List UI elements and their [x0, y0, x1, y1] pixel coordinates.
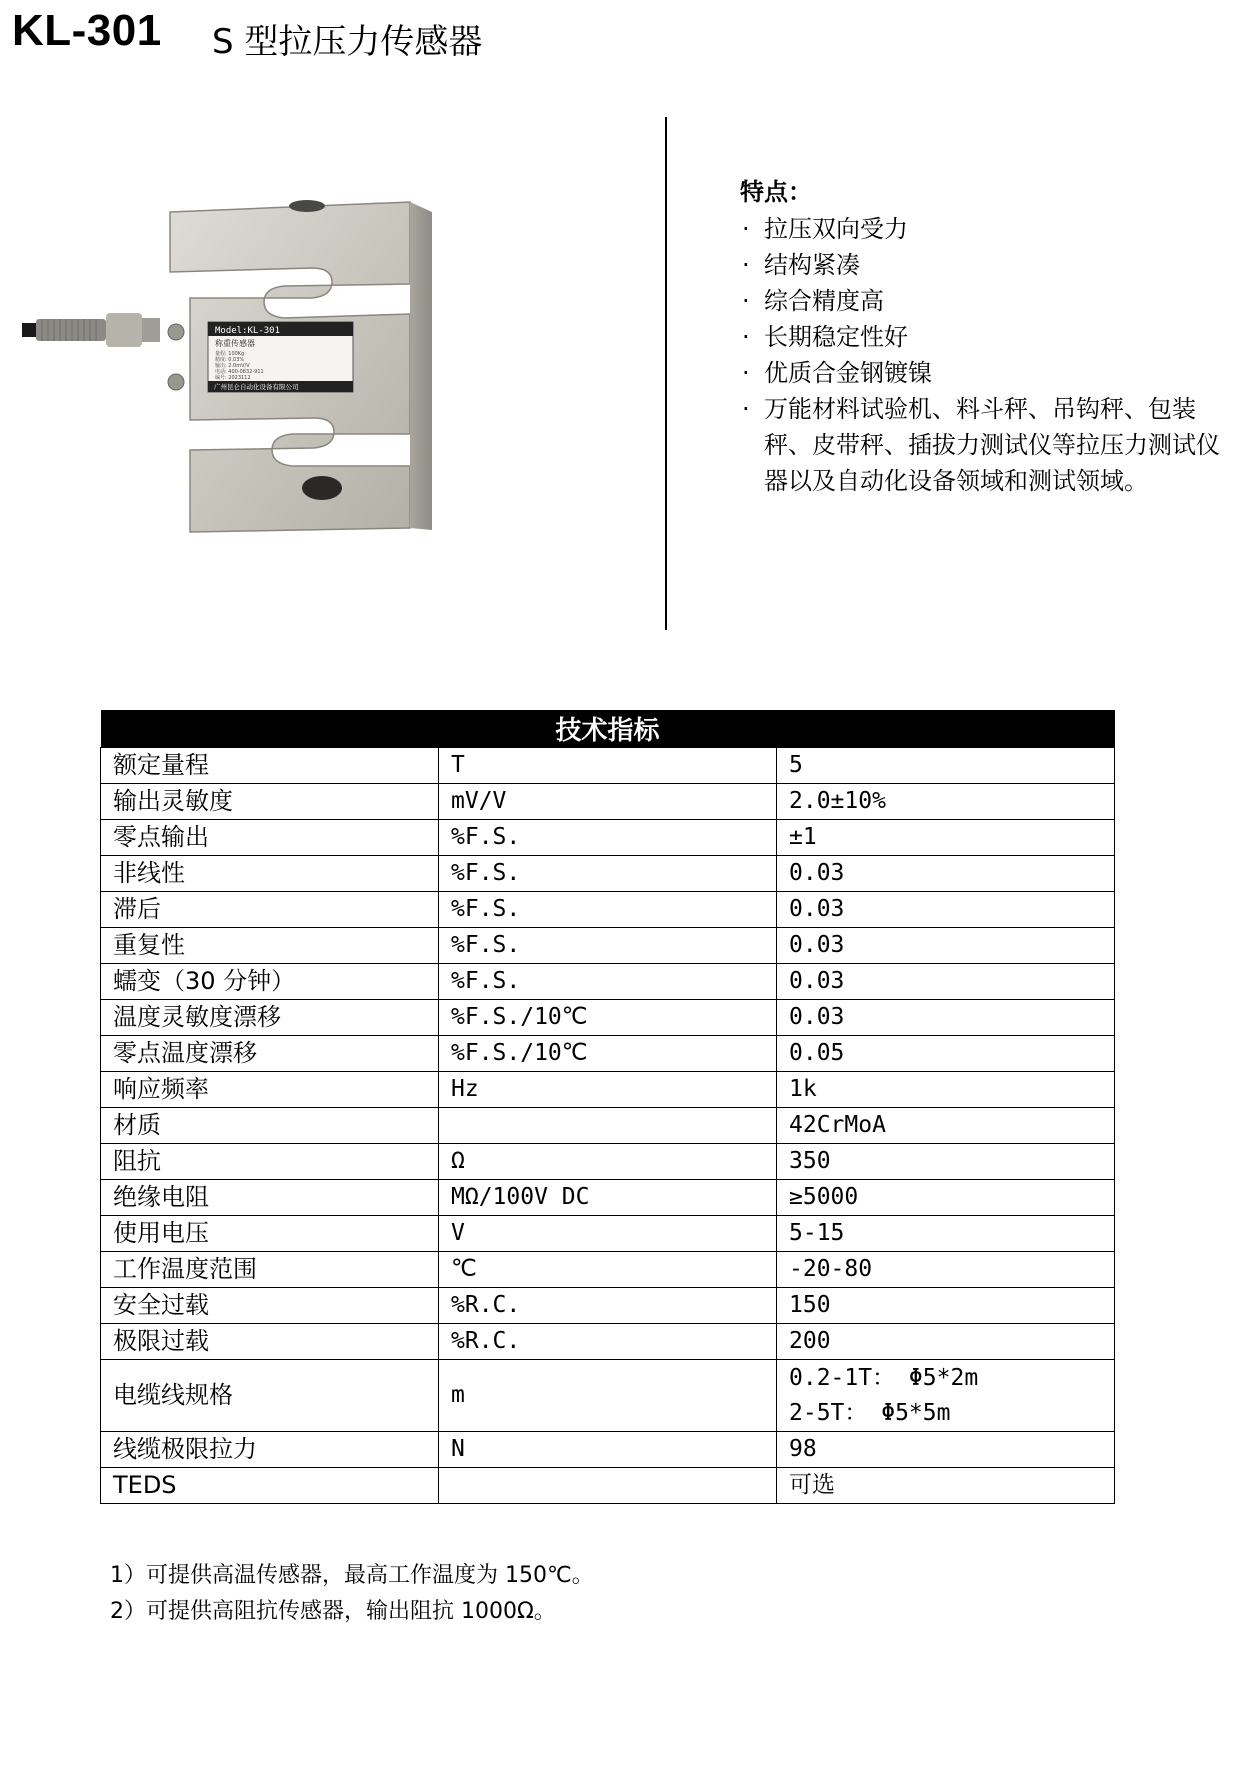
spec-name: 额定量程: [101, 748, 439, 784]
spec-value: 0.03: [777, 856, 1115, 892]
spec-unit: %F.S.: [439, 856, 777, 892]
spec-unit: mV/V: [439, 784, 777, 820]
feature-text: 拉压双向受力: [764, 215, 908, 243]
spec-unit: %F.S.: [439, 820, 777, 856]
table-row: [101, 856, 1115, 892]
spec-value: -20-80: [777, 1252, 1115, 1288]
spec-unit: MΩ/100V DC: [439, 1180, 777, 1216]
feature-item: · 万能材料试验机、料斗秤、吊钩秤、包装秤、皮带秤、插拔力测试仪等拉压力测试仪器以及自动化设备领域和测试领域。: [742, 395, 1220, 495]
spec-unit: T: [439, 748, 777, 784]
spec-name: 工作温度范围: [101, 1252, 439, 1288]
spec-name: 电缆线规格: [101, 1360, 439, 1432]
spec-value: 42CrMoA: [777, 1108, 1115, 1144]
vertical-divider: [665, 117, 667, 630]
table-row: [101, 1432, 1115, 1468]
spec-value: ±1: [777, 820, 1115, 856]
feature-item: · 优质合金钢镀镍: [742, 359, 932, 387]
spec-unit: Hz: [439, 1072, 777, 1108]
spec-value: 2.0±10%: [777, 784, 1115, 820]
feature-text: 万能材料试验机、料斗秤、吊钩秤、包装秤、皮带秤、插拔力测试仪等拉压力测试仪器以及自动化设备领域和测试领域。: [764, 395, 1220, 495]
features-heading: 特点：: [740, 178, 812, 206]
table-row: [101, 1072, 1115, 1108]
plate-line-text: 量程: 100Kg: [215, 351, 245, 357]
spec-value: 350: [777, 1144, 1115, 1180]
spec-unit: %F.S./10℃: [439, 1000, 777, 1036]
table-row: [101, 964, 1115, 1000]
spec-table: [100, 710, 1115, 1504]
table-row: [101, 1180, 1115, 1216]
spec-unit: %R.C.: [439, 1324, 777, 1360]
spec-unit: N: [439, 1432, 777, 1468]
spec-value: 0.05: [777, 1036, 1115, 1072]
table-row: [101, 1360, 1115, 1432]
product-photo: [22, 188, 442, 538]
spec-value-line: 0.2-1T： Φ5*2m: [789, 1364, 979, 1391]
spec-unit: V: [439, 1216, 777, 1252]
spec-value: [777, 1360, 1115, 1432]
plate-line-text: 输出: 2.0mV/V: [215, 363, 250, 369]
spec-unit: %F.S.: [439, 928, 777, 964]
spec-value: 0.03: [777, 928, 1115, 964]
spec-name: 温度灵敏度漂移: [101, 1000, 439, 1036]
features-list: [740, 211, 1240, 499]
feature-text: 长期稳定性好: [764, 323, 908, 351]
spec-unit: %F.S.: [439, 892, 777, 928]
spec-value: ≥5000: [777, 1180, 1115, 1216]
spec-value: 98: [777, 1432, 1115, 1468]
plate-model-text: Model:KL-301: [215, 326, 281, 336]
feature-text: 综合精度高: [764, 287, 884, 315]
spec-name: 阻抗: [101, 1144, 439, 1180]
spec-name: 输出灵敏度: [101, 784, 439, 820]
table-row: [101, 1216, 1115, 1252]
spec-name: 材质: [101, 1108, 439, 1144]
product-title: S 型拉压力传感器: [212, 22, 483, 62]
spec-name: 滞后: [101, 892, 439, 928]
plate-name-text: 称重传感器: [215, 339, 255, 348]
table-row: [101, 1288, 1115, 1324]
spec-unit: [439, 1468, 777, 1504]
spec-value: 可选: [777, 1468, 1115, 1504]
note-line: 2）可提供高阻抗传感器，输出阻抗 1000Ω。: [110, 1599, 556, 1624]
feature-text: 优质合金钢镀镍: [764, 359, 932, 387]
spec-value: 5-15: [777, 1216, 1115, 1252]
features-section: [740, 172, 1240, 499]
spec-name: 零点输出: [101, 820, 439, 856]
spec-unit: [439, 1108, 777, 1144]
spec-value-line: 2-5T： Φ5*5m: [789, 1399, 951, 1426]
spec-value: 5: [777, 748, 1115, 784]
table-row: [101, 1108, 1115, 1144]
plate-line-text: 编号: 2023112: [215, 375, 251, 381]
feature-item: · 结构紧凑: [742, 251, 860, 279]
spec-unit: %F.S./10℃: [439, 1036, 777, 1072]
spec-name: 蠕变（30 分钟）: [101, 964, 439, 1000]
spec-name: 零点温度漂移: [101, 1036, 439, 1072]
feature-text: 结构紧凑: [764, 251, 860, 279]
spec-name: 线缆极限拉力: [101, 1432, 439, 1468]
spec-unit: ℃: [439, 1252, 777, 1288]
feature-item: · 拉压双向受力: [742, 215, 908, 243]
plate-line-text: 电话: 400-0832-911: [215, 369, 264, 375]
table-row: [101, 784, 1115, 820]
spec-unit: %F.S.: [439, 964, 777, 1000]
plate-company-text: 广州昆仑自动化设备有限公司: [214, 383, 299, 391]
spec-table-title: 技术指标: [101, 710, 1115, 748]
spec-value: 200: [777, 1324, 1115, 1360]
spec-name: 使用电压: [101, 1216, 439, 1252]
table-row: [101, 820, 1115, 856]
plate-line-text: 精度: 0.03%: [215, 357, 245, 363]
table-row: [101, 1324, 1115, 1360]
spec-name: 非线性: [101, 856, 439, 892]
spec-name: 重复性: [101, 928, 439, 964]
table-row: [101, 1036, 1115, 1072]
table-row: [101, 1000, 1115, 1036]
feature-item: · 综合精度高: [742, 287, 884, 315]
table-row: [101, 748, 1115, 784]
spec-name: 响应频率: [101, 1072, 439, 1108]
note-line: 1）可提供高温传感器，最高工作温度为 150℃。: [110, 1563, 594, 1588]
feature-item: · 长期稳定性好: [742, 323, 908, 351]
spec-unit: Ω: [439, 1144, 777, 1180]
notes-section: [110, 1558, 594, 1630]
spec-value: 0.03: [777, 892, 1115, 928]
spec-value: 1k: [777, 1072, 1115, 1108]
spec-name: 安全过载: [101, 1288, 439, 1324]
spec-unit: m: [439, 1360, 777, 1432]
spec-value: 0.03: [777, 1000, 1115, 1036]
spec-value: 150: [777, 1288, 1115, 1324]
table-row: [101, 928, 1115, 964]
table-row: [101, 1468, 1115, 1504]
spec-name: TEDS: [101, 1468, 439, 1504]
table-row: [101, 1252, 1115, 1288]
spec-name: 绝缘电阻: [101, 1180, 439, 1216]
table-row: [101, 892, 1115, 928]
spec-value: 0.03: [777, 964, 1115, 1000]
table-row: [101, 1144, 1115, 1180]
spec-unit: %R.C.: [439, 1288, 777, 1324]
model-number: KL-301: [12, 6, 162, 55]
spec-name: 极限过载: [101, 1324, 439, 1360]
